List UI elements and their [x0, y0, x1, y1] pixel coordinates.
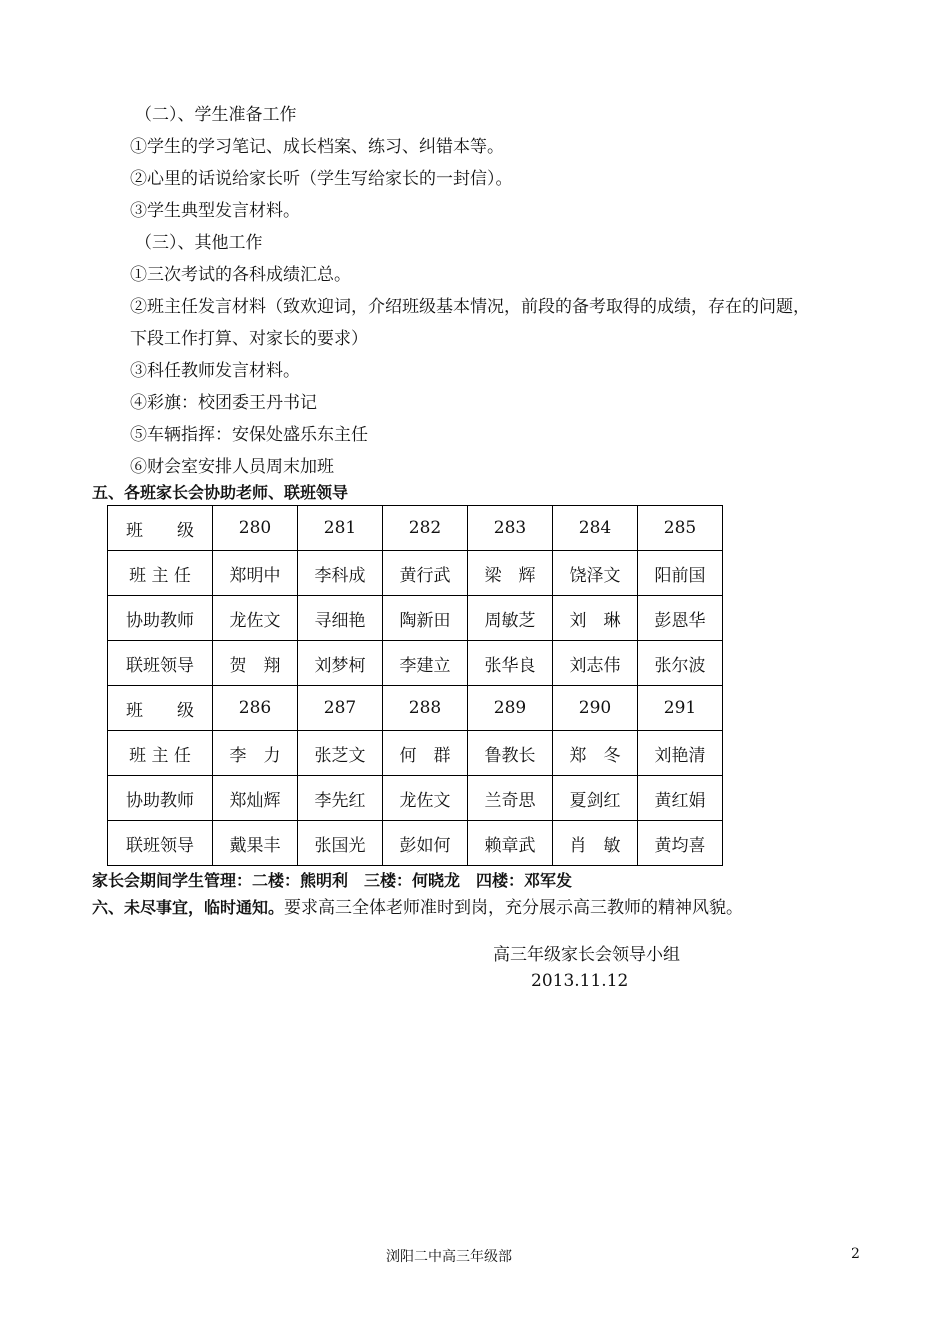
table-cell: 黄行武 — [383, 551, 468, 596]
table-cell: 梁 辉 — [468, 551, 553, 596]
table-cell: 龙佐文 — [213, 596, 298, 641]
table-cell: 黄均喜 — [638, 821, 723, 866]
table-cell: 刘梦柯 — [298, 641, 383, 686]
table-row — [108, 686, 723, 731]
table-cell: 280 — [213, 506, 298, 551]
table-cell: 289 — [468, 686, 553, 731]
table-cell: 李建立 — [383, 641, 468, 686]
table-cell: 张华良 — [468, 641, 553, 686]
table-row — [108, 506, 723, 551]
table-cell: 贺 翔 — [213, 641, 298, 686]
table-cell: 291 — [638, 686, 723, 731]
row-header: 班 级 — [108, 686, 213, 731]
section-6 — [92, 897, 743, 919]
table-cell: 刘 琳 — [553, 596, 638, 641]
list-item: ②心里的话说给家长听（学生写给家长的一封信）。 — [130, 169, 513, 189]
table-cell: 李科成 — [298, 551, 383, 596]
subsection-title-2: （二）、学生准备工作 — [135, 105, 297, 125]
table-cell: 兰奇思 — [468, 776, 553, 821]
table-cell: 何 群 — [383, 731, 468, 776]
table-cell: 288 — [383, 686, 468, 731]
table-cell: 彭恩华 — [638, 596, 723, 641]
table-cell: 张芝文 — [298, 731, 383, 776]
table-cell: 鲁教长 — [468, 731, 553, 776]
table-row — [108, 641, 723, 686]
table-cell: 287 — [298, 686, 383, 731]
table-cell: 周敏芝 — [468, 596, 553, 641]
page-number: 2 — [851, 1246, 860, 1262]
table-cell: 阳前国 — [638, 551, 723, 596]
table-cell: 284 — [553, 506, 638, 551]
table-cell: 赖章武 — [468, 821, 553, 866]
table-cell: 寻细艳 — [298, 596, 383, 641]
table-cell: 郑明中 — [213, 551, 298, 596]
table-row — [108, 821, 723, 866]
signature-org: 高三年级家长会领导小组 — [493, 945, 680, 965]
table-cell: 龙佐文 — [383, 776, 468, 821]
table-cell: 郑 冬 — [553, 731, 638, 776]
list-item: ⑤车辆指挥：安保处盛乐东主任 — [130, 425, 368, 445]
table-cell: 郑灿辉 — [213, 776, 298, 821]
table-cell: 陶新田 — [383, 596, 468, 641]
section-6-title: 六、未尽事宜，临时通知。 — [92, 898, 285, 917]
table-cell: 282 — [383, 506, 468, 551]
section-6-text: 要求高三全体老师准时到岗，充分展示高三教师的精神风貌。 — [284, 898, 744, 918]
table-cell: 夏剑红 — [553, 776, 638, 821]
table-cell: 饶泽文 — [553, 551, 638, 596]
subsection-title-3: （三）、其他工作 — [135, 233, 263, 253]
table-cell: 290 — [553, 686, 638, 731]
table-row — [108, 551, 723, 596]
table-cell: 286 — [213, 686, 298, 731]
row-header: 班 主 任 — [108, 551, 213, 596]
row-header: 协助教师 — [108, 776, 213, 821]
list-item: ①学生的学习笔记、成长档案、练习、纠错本等。 — [130, 137, 504, 157]
list-item: ⑥财会室安排人员周末加班 — [130, 457, 334, 477]
section-5-title: 五、各班家长会协助老师、联班领导 — [92, 483, 349, 502]
list-item: ③学生典型发言材料。 — [130, 201, 300, 221]
signature-date: 2013.11.12 — [531, 971, 629, 991]
list-item: ④彩旗：校团委王丹书记 — [130, 393, 317, 413]
list-item: ①三次考试的各科成绩汇总。 — [130, 265, 351, 285]
table-cell: 彭如何 — [383, 821, 468, 866]
table-row — [108, 776, 723, 821]
table-cell: 李先红 — [298, 776, 383, 821]
list-item-continuation: 下段工作打算、对家长的要求） — [130, 329, 368, 349]
row-header: 协助教师 — [108, 596, 213, 641]
table-row — [108, 731, 723, 776]
list-item: ②班主任发言材料（致欢迎词，介绍班级基本情况，前段的备考取得的成绩，存在的问题， — [130, 297, 810, 317]
table-cell: 肖 敏 — [553, 821, 638, 866]
table-cell: 285 — [638, 506, 723, 551]
row-header: 联班领导 — [108, 821, 213, 866]
list-item: ③科任教师发言材料。 — [130, 361, 300, 381]
row-header: 联班领导 — [108, 641, 213, 686]
row-header: 班 级 — [108, 506, 213, 551]
student-management-line: 家长会期间学生管理：二楼：熊明利 三楼：何晓龙 四楼：邓军发 — [92, 871, 573, 890]
table-cell: 张国光 — [298, 821, 383, 866]
table-cell: 张尔波 — [638, 641, 723, 686]
footer-department: 浏阳二中高三年级部 — [386, 1249, 512, 1265]
table-cell: 刘志伟 — [553, 641, 638, 686]
table-cell: 黄红娟 — [638, 776, 723, 821]
row-header: 班 主 任 — [108, 731, 213, 776]
table-cell: 戴果丰 — [213, 821, 298, 866]
table-cell: 刘艳清 — [638, 731, 723, 776]
table-row — [108, 596, 723, 641]
table-cell: 李 力 — [213, 731, 298, 776]
table-cell: 281 — [298, 506, 383, 551]
class-assignment-table — [107, 505, 723, 866]
table-cell: 283 — [468, 506, 553, 551]
